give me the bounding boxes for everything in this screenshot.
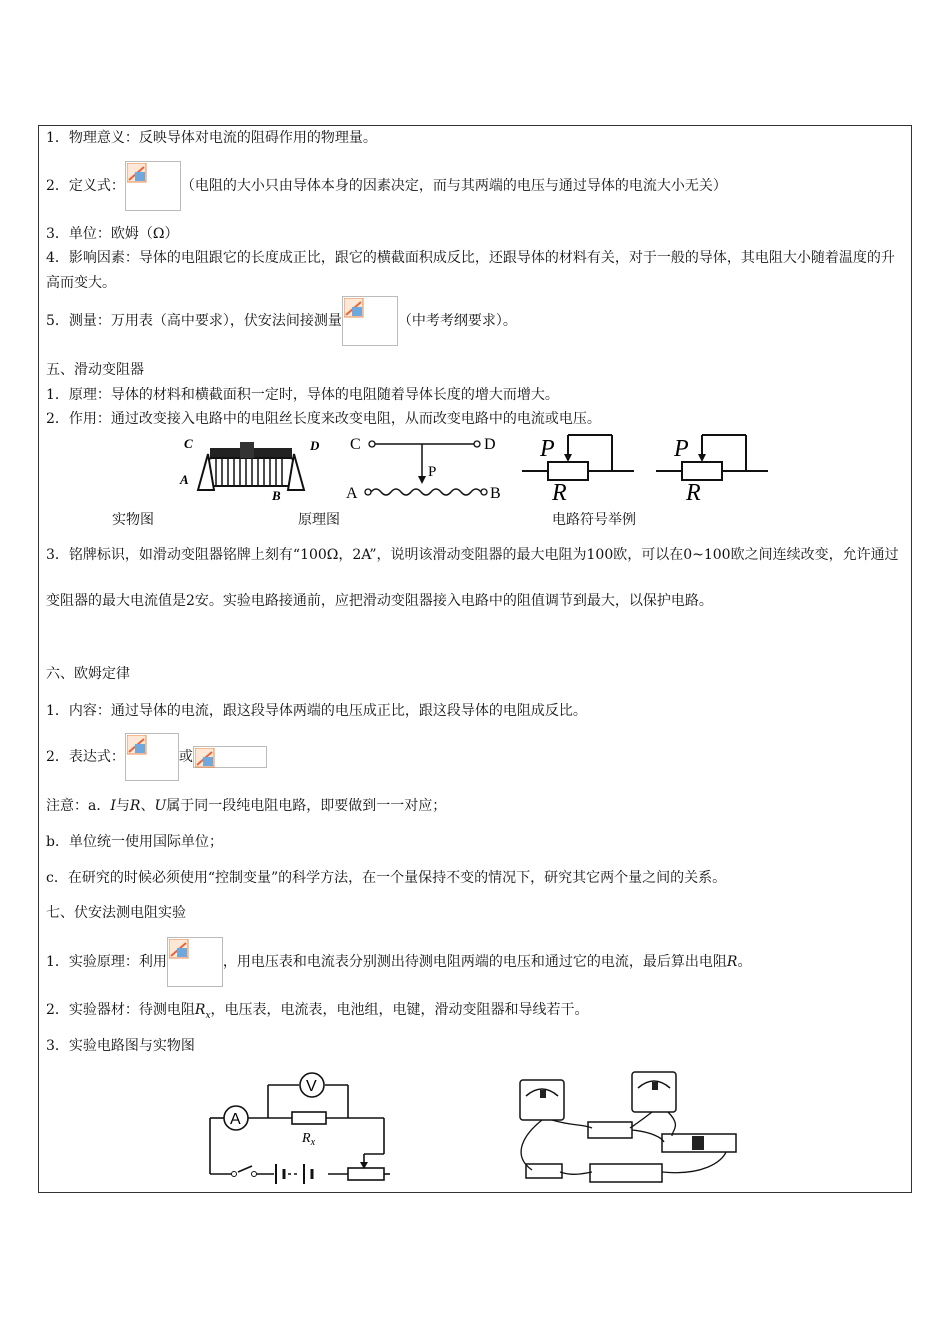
photo-label-d: D	[310, 438, 320, 453]
sch-label-p: P	[428, 464, 437, 480]
caption-symbol: 电路符号举例	[552, 512, 636, 528]
broken-image-icon	[344, 298, 364, 318]
exp-principle-text: ，用电压表和电流表分别测出待测电阻两端的电压和通过它的电流，最后算出电阻	[222, 954, 727, 970]
voltmeter-label: V	[306, 1078, 317, 1095]
sym1-label-r: R	[552, 480, 567, 506]
line-ohms-content: 1．内容：通过导体的电流，跟这段导体两端的电压成正比，跟这段导体的电阻成反比。	[46, 703, 587, 719]
voltmeter-device	[632, 1072, 676, 1112]
broken-image-icon	[169, 939, 189, 959]
sym2-label-p: P	[674, 436, 689, 462]
broken-image-icon	[195, 748, 215, 768]
resistor-rx-label: $R_x$	[302, 1131, 316, 1148]
line-measure	[46, 296, 517, 346]
caption-photo: 实物图	[112, 512, 154, 528]
broken-image-icon	[127, 163, 147, 183]
formula-image-placeholder	[125, 733, 179, 781]
definition-note: （电阻的大小只由导体本身的因素决定，而与其两端的电压与通过导体的电流大小无关）	[180, 178, 727, 194]
photo-label-c: C	[184, 436, 193, 451]
rheostat-symbol	[348, 1168, 384, 1180]
expression-or: 或	[178, 749, 193, 765]
sch-label-b: B	[490, 485, 501, 502]
formula-image-placeholder	[125, 161, 181, 211]
switch-device	[526, 1164, 562, 1178]
photo-label-b: B	[272, 488, 281, 503]
resistor-device	[588, 1122, 632, 1138]
section-title-rheostat: 五、滑动变阻器	[46, 362, 144, 378]
sch-label-d: D	[484, 436, 496, 453]
line-function: 2．作用：通过改变接入电路中的电阻丝长度来改变电阻，从而改变电路中的电流或电压。	[46, 411, 601, 427]
ammeter-device	[520, 1080, 564, 1120]
sch-resistance-wire	[371, 489, 481, 495]
line-note-a: 注意：a．I与R、U属于同一段纯电阻电路，即要做到一一对应；	[46, 798, 447, 814]
line-circuit-title: 3．实验电路图与实物图	[46, 1038, 195, 1054]
rheostat-coil-body	[208, 458, 294, 486]
resistor-rx-symbol	[292, 1112, 326, 1124]
section-title-experiment: 七、伏安法测电阻实验	[46, 905, 186, 921]
line-principle: 1．原理：导体的材料和横截面积一定时，导体的电阻随着导体长度的增大而增大。	[46, 387, 559, 403]
battery-device	[590, 1164, 662, 1182]
rheostat-photo-figure	[172, 436, 332, 506]
definition-label: 2．定义式：	[46, 178, 125, 194]
sym2-label-r: R	[686, 480, 701, 506]
exp-principle-label: 1．实验原理：利用	[46, 954, 167, 970]
measure-label: 5．测量：万用表（高中要求），伏安法间接测量	[46, 313, 342, 329]
line-expression	[46, 733, 267, 781]
sym1-label-p: P	[540, 436, 555, 462]
line-physical-meaning: 1．物理意义：反映导体对电流的阻碍作用的物理量。	[46, 130, 377, 146]
line-note-c: c．在研究的时候必须使用“控制变量”的科学方法，在一个量保持不变的情况下，研究其它两个量之间的关系。	[46, 870, 727, 886]
measure-note: （中考考纲要求）。	[397, 313, 517, 329]
rheostat-principle-figure	[346, 432, 506, 506]
rheostat-slider	[240, 442, 254, 458]
broken-image-icon	[127, 735, 147, 755]
sym1-resistor	[548, 462, 588, 480]
expression-label: 2．表达式：	[46, 749, 125, 765]
rheostat-symbol-1	[522, 430, 642, 506]
sch-label-a: A	[346, 485, 358, 502]
line-note-b: b．单位统一使用国际单位；	[46, 834, 223, 850]
section-title-ohms-law: 六、欧姆定律	[46, 666, 130, 682]
line-definition	[46, 160, 727, 212]
sch-label-c: C	[350, 436, 361, 453]
caption-principle: 原理图	[298, 512, 340, 528]
formula-image-placeholder	[167, 937, 223, 987]
ammeter-label: A	[230, 1111, 241, 1128]
apparatus-drawing	[512, 1066, 750, 1186]
rheostat-symbol-2	[656, 430, 776, 506]
sym2-resistor	[682, 462, 722, 480]
line-equipment: 2．实验器材：待测电阻$R_x$，电压表，电流表，电池组，电键，滑动变阻器和导线若干。	[46, 1002, 589, 1021]
photo-label-a: A	[180, 472, 189, 487]
line-nameplate: 3．铭牌标识，如滑动变阻器铭牌上刻有“100Ω，2A”，说明该滑动变阻器的最大电阻为100欧，可以在0~100欧之间连续改变，允许通过变阻器的最大电流值是2安。实验电路接通前，应把滑动变阻器接入电路中的阻值调节到最大，以保护电路。	[46, 547, 899, 609]
formula-image-placeholder-2	[193, 746, 267, 768]
line-unit: 3．单位：欧姆（Ω）	[46, 226, 179, 242]
formula-image-placeholder	[342, 296, 398, 346]
line-factors: 4．影响因素：导体的电阻跟它的长度成正比，跟它的横截面积成反比，还跟导体的材料有关，对于一般的导体，其电阻大小随着温度的升高而变大。	[46, 250, 895, 291]
line-exp-principle: 1．实验原理：利用 ，用电压表和电流表分别测出待测电阻两端的电压和通过它的电流，最后算出电阻R。	[46, 937, 751, 987]
circuit-schematic	[204, 1070, 400, 1186]
